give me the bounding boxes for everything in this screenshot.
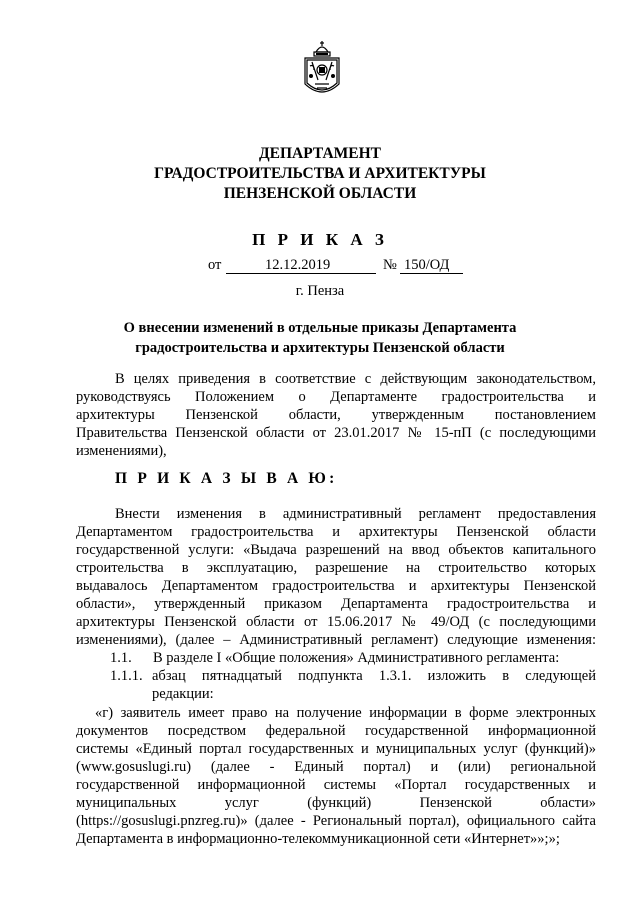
number-underline xyxy=(400,273,463,274)
quote-line: муниципальных услуг (функций) Пензенской области» xyxy=(76,795,596,811)
body-line: Департаментом градостроительства и архитектуры Пензенской области xyxy=(76,524,596,540)
command-heading: П Р И К А З Ы В А Ю: xyxy=(115,470,338,487)
body-line: строительства в эксплуатацию, разрешение на строительство которых xyxy=(76,560,596,576)
quote-line: государственной информационной системы «Портал государственных и xyxy=(76,777,596,793)
body-line: изменениями), (далее – Административный регламент) следующие изменения: xyxy=(76,632,596,648)
body-line: выдавалось Департаментом градостроительства и архитектуры Пензенской xyxy=(76,578,596,594)
order-city: г. Пенза xyxy=(295,283,345,299)
preamble-line: изменениями), xyxy=(76,443,167,459)
quote-line: «г) заявитель имеет право на получение информации в форме электронных xyxy=(95,705,596,721)
subject-line-1: О внесении изменений в отдельные приказы Департамента xyxy=(123,320,517,336)
subject-line-2: градостроительства и архитектуры Пензенской области xyxy=(135,340,505,356)
item-1-text: В разделе I «Общие положения» Административного регламента: xyxy=(153,650,560,666)
order-date: 12.12.2019 xyxy=(265,257,331,273)
from-label: от xyxy=(208,257,222,273)
coat-of-arms-emblem xyxy=(302,40,342,102)
item-2-number: 1.1.1. xyxy=(110,668,143,684)
department-title-line-1: ДЕПАРТАМЕНТ xyxy=(258,145,382,162)
preamble-line: руководствуясь Положением о Департаменте градостроительства и xyxy=(76,389,596,405)
preamble-line: Правительства Пензенской области от 23.01.2017 № 15-пП (с последующими xyxy=(76,425,596,441)
quote-line: Департамента в информационно-телекоммуникационной сети «Интернет»»;»; xyxy=(76,831,560,847)
quote-line: документов посредством федеральной государственной информационной xyxy=(76,723,596,739)
quote-line: (https://gosuslugi.pnzreg.ru)» (далее - Региональный портал), официального сайта xyxy=(76,813,596,829)
order-number: 150/ОД xyxy=(404,257,450,273)
body-line: архитектуры Пензенской области от 15.06.2017 № 49/ОД (с последующими xyxy=(76,614,596,630)
quote-line: (www.gosuslugi.ru) (далее - Единый портал) и (или) региональной xyxy=(76,759,596,775)
item-1-number: 1.1. xyxy=(110,650,132,666)
preamble-line: архитектуры Пензенской области, утвержденным постановлением xyxy=(76,407,596,423)
number-label: № xyxy=(383,257,397,273)
item-2-line: абзац пятнадцатый подпункта 1.3.1. изложить в следующей xyxy=(152,668,596,684)
preamble-line: В целях приведения в соответствие с действующим законодательством, xyxy=(115,371,596,387)
quote-line: системы «Единый портал государственных и муниципальных услуг (функций)» xyxy=(76,741,596,757)
body-line: государственной услуги: «Выдача разрешений на ввод объектов капитального xyxy=(76,542,596,558)
order-meta-row xyxy=(0,257,640,277)
department-title-line-2: ГРАДОСТРОИТЕЛЬСТВА И АРХИТЕКТУРЫ xyxy=(154,165,486,182)
body-line: области», утвержденный приказом Департамента градостроительства и xyxy=(76,596,596,612)
date-underline xyxy=(226,273,376,274)
item-2-line: редакции: xyxy=(152,686,214,702)
body-line: Внести изменения в административный регламент предоставления xyxy=(115,506,596,522)
order-title: П Р И К А З xyxy=(252,230,388,249)
department-title-line-3: ПЕНЗЕНСКОЙ ОБЛАСТИ xyxy=(223,185,417,202)
